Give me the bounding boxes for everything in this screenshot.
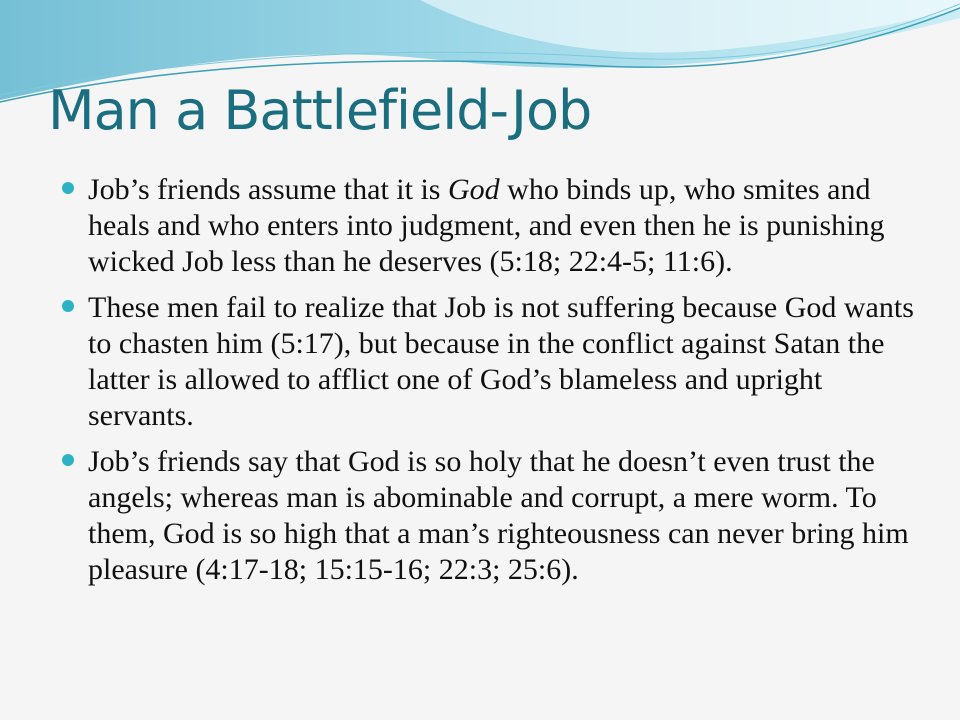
bullet-text-emphasis: God [447,173,500,206]
bullet-text-part: These men fail to realize that Job is not suffering because God wants to chasten him (5:17), but because in the conflict against Satan the latter is allowed to afflict one of God’s blameless and upright servants. [88,291,914,432]
bullet-text [88,291,914,432]
bullet-dot-icon [62,182,74,194]
bullet-text [88,445,909,586]
bullet-dot-icon [62,454,74,466]
bullet-text-part: Job’s friends assume that it is [88,173,448,206]
bullet-item-2 [62,290,922,434]
bullet-text-part: Job’s friends say that God is so holy that he doesn’t even trust the angels; whereas man is abominable and corrupt, a mere worm. To them, God is so high that a man’s righteousness can never bring him pleasure (4:17-18; 15:15-16; 22:3; 25:6). [88,445,909,586]
bullet-item-1 [62,172,922,280]
bullet-list [62,172,922,598]
bullet-item-3 [62,444,922,588]
bullet-dot-icon [62,300,74,312]
bullet-text [88,173,885,278]
bullet-text-part: who binds up, who smites and heals and who enters into judgment, and even then he is punishing wicked Job less than he deserves (5:18; 22:4-5; 11:6). [88,173,885,278]
slide-title: Man a Battlefield-Job [48,79,592,142]
